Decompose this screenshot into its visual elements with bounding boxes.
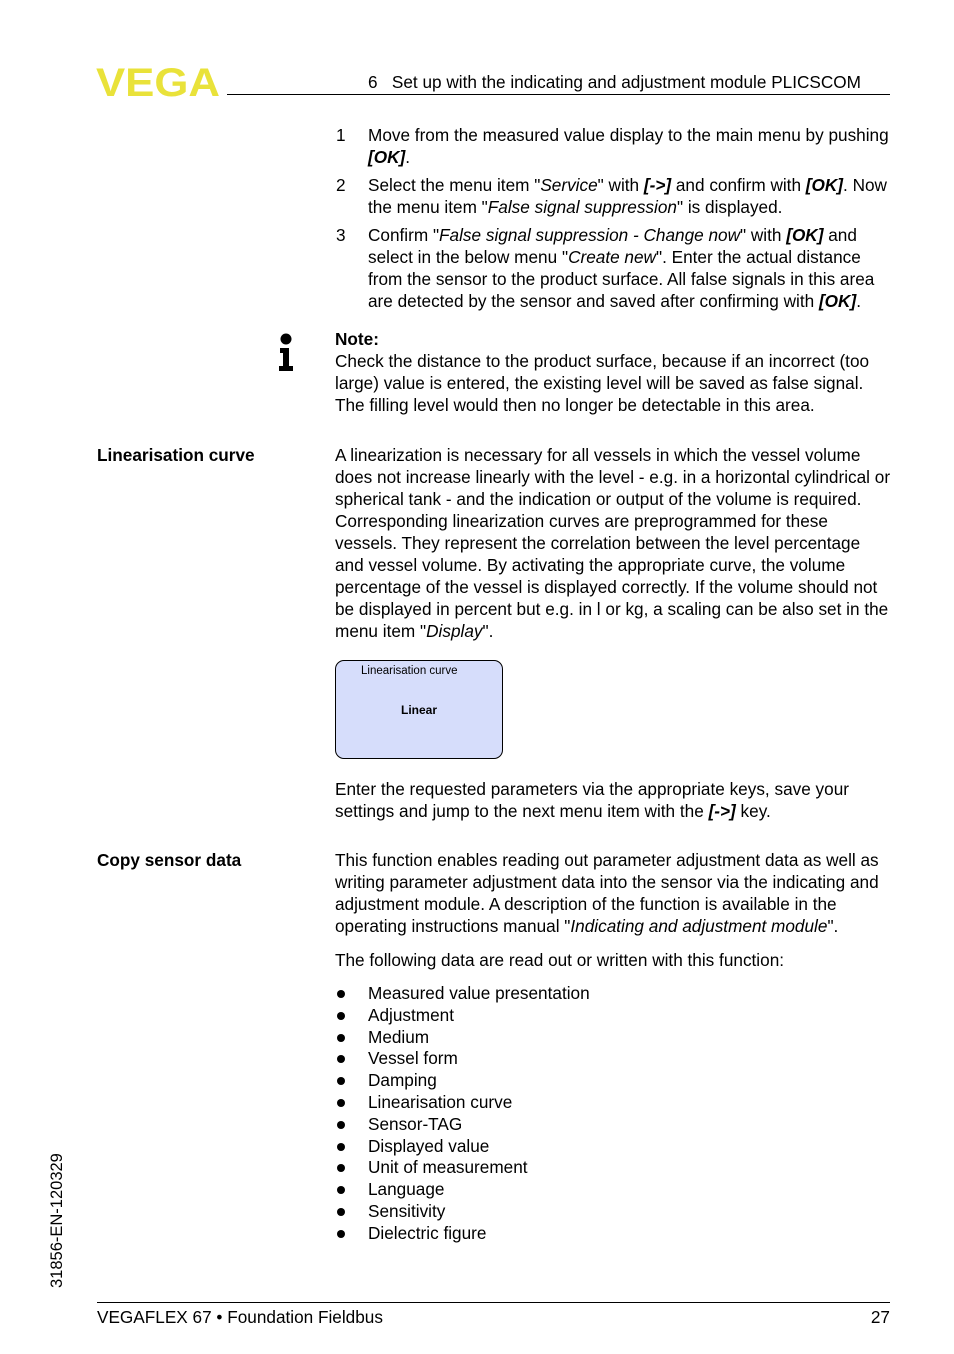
menu-item-display: Display	[426, 621, 483, 641]
bullet-icon	[337, 1055, 345, 1063]
list-item: Medium	[336, 1027, 590, 1049]
copy-sensor-heading: Copy sensor data	[97, 850, 242, 870]
plicscom-display	[335, 660, 503, 759]
bullet-icon	[337, 1164, 345, 1172]
display-title: Linearisation curve	[361, 665, 458, 677]
menu-item-service: Service	[540, 175, 598, 195]
list-item: Sensitivity	[336, 1201, 590, 1223]
bullet-icon	[337, 1099, 345, 1107]
list-item: Dielectric figure	[336, 1223, 590, 1245]
list-item: Linearisation curve	[336, 1092, 590, 1114]
arrow-key: [->]	[708, 801, 736, 821]
info-icon	[277, 333, 297, 373]
display-value: Linear	[400, 703, 437, 717]
document-code: 31856-EN-120329	[48, 1153, 66, 1288]
menu-item-create-new: Create new	[568, 247, 656, 267]
header-rule	[227, 94, 890, 95]
bullet-icon	[337, 1208, 345, 1216]
ok-key: [OK]	[786, 225, 824, 245]
menu-item-change-now: False signal suppression - Change now	[439, 225, 740, 245]
step-item: 1 Move from the measured value display to the main menu by pushing [OK].	[336, 125, 889, 167]
note-block	[335, 328, 891, 416]
step-item: 3 Confirm "False signal suppression - Change now" with [OK] and select in the below menu "Create new". Enter the actual distance from the sensor to the product surface. All false signals in this area are detected by the sensor and saved after confirming with [OK].	[336, 225, 875, 311]
step-number: 3	[336, 225, 346, 245]
ok-key: [OK]	[368, 147, 406, 167]
list-item: Sensor-TAG	[336, 1114, 590, 1136]
linearisation-after-text: Enter the requested parameters via the appropriate keys, save your settings and jump to the next menu item with the [->] key.	[335, 779, 849, 821]
linearisation-text: A linearization is necessary for all vessels in which the vessel volume does not increase linearly with the level - e.g. in a horizontal cylindrical or spherical tank - and the indication or output of the volume is required. Corresponding linearization curves are preprogrammed for these vessels. They represent the correlation between the level percentage and vessel volume. By activating the appropriate curve, the volume percentage of the vessel is displayed correctly. If the volume should not be displayed in percent but e.g. in l or kg, a scaling can be also set in the menu item "Display".	[335, 445, 891, 641]
menu-item-false-signal: False signal suppression	[487, 197, 677, 217]
steps-list	[336, 124, 892, 318]
arrow-key: [->]	[643, 175, 672, 195]
list-item: Displayed value	[336, 1136, 590, 1158]
list-item: Language	[336, 1179, 590, 1201]
bullet-icon	[337, 1121, 345, 1129]
bullet-icon	[337, 990, 345, 998]
list-item: Adjustment	[336, 1005, 590, 1027]
data-list	[336, 983, 590, 1245]
manual-title: Indicating and adjustment module	[570, 916, 828, 936]
bullet-icon	[337, 1143, 345, 1151]
vega-logo	[96, 66, 220, 98]
page-number: 27	[870, 1307, 890, 1327]
bullet-icon	[337, 1077, 345, 1085]
bullet-icon	[337, 1186, 345, 1194]
linearisation-heading: Linearisation curve	[97, 445, 255, 465]
ok-key: [OK]	[805, 175, 844, 195]
copy-sensor-intro: The following data are read out or written with this function:	[335, 950, 785, 970]
bullet-icon	[337, 1012, 345, 1020]
vega-logo-text: VEGA	[96, 66, 220, 98]
step-number: 2	[336, 175, 346, 195]
list-item: Unit of measurement	[336, 1157, 590, 1179]
copy-sensor-text: This function enables reading out parameter adjustment data as well as writing parameter adjustment data into the sensor via the indicating and adjustment module. A description of the function is available in the operating instructions manual "Indicating and adjustment module".	[335, 850, 879, 936]
list-item: Measured value presentation	[336, 983, 590, 1005]
footer-product: VEGAFLEX 67 • Foundation Fieldbus	[97, 1307, 383, 1327]
note-text: Check the distance to the product surface, because if an incorrect (too large) value is entered, the existing level will be saved as false signal. The filling level would then no longer be detectable in this area.	[335, 351, 870, 415]
note-title: Note:	[335, 329, 379, 349]
step-item: 2 Select the menu item "Service" with [->] and confirm with [OK]. Now the menu item "False signal suppression" is displayed.	[336, 175, 887, 217]
ok-key: [OK]	[818, 291, 857, 311]
section-title: 6 Set up with the indicating and adjustment module PLICSCOM	[368, 72, 861, 92]
step-number: 1	[336, 125, 346, 145]
bullet-icon	[337, 1034, 345, 1042]
list-item: Vessel form	[336, 1048, 590, 1070]
footer-rule	[97, 1302, 890, 1303]
list-item: Damping	[336, 1070, 590, 1092]
bullet-icon	[337, 1230, 345, 1238]
